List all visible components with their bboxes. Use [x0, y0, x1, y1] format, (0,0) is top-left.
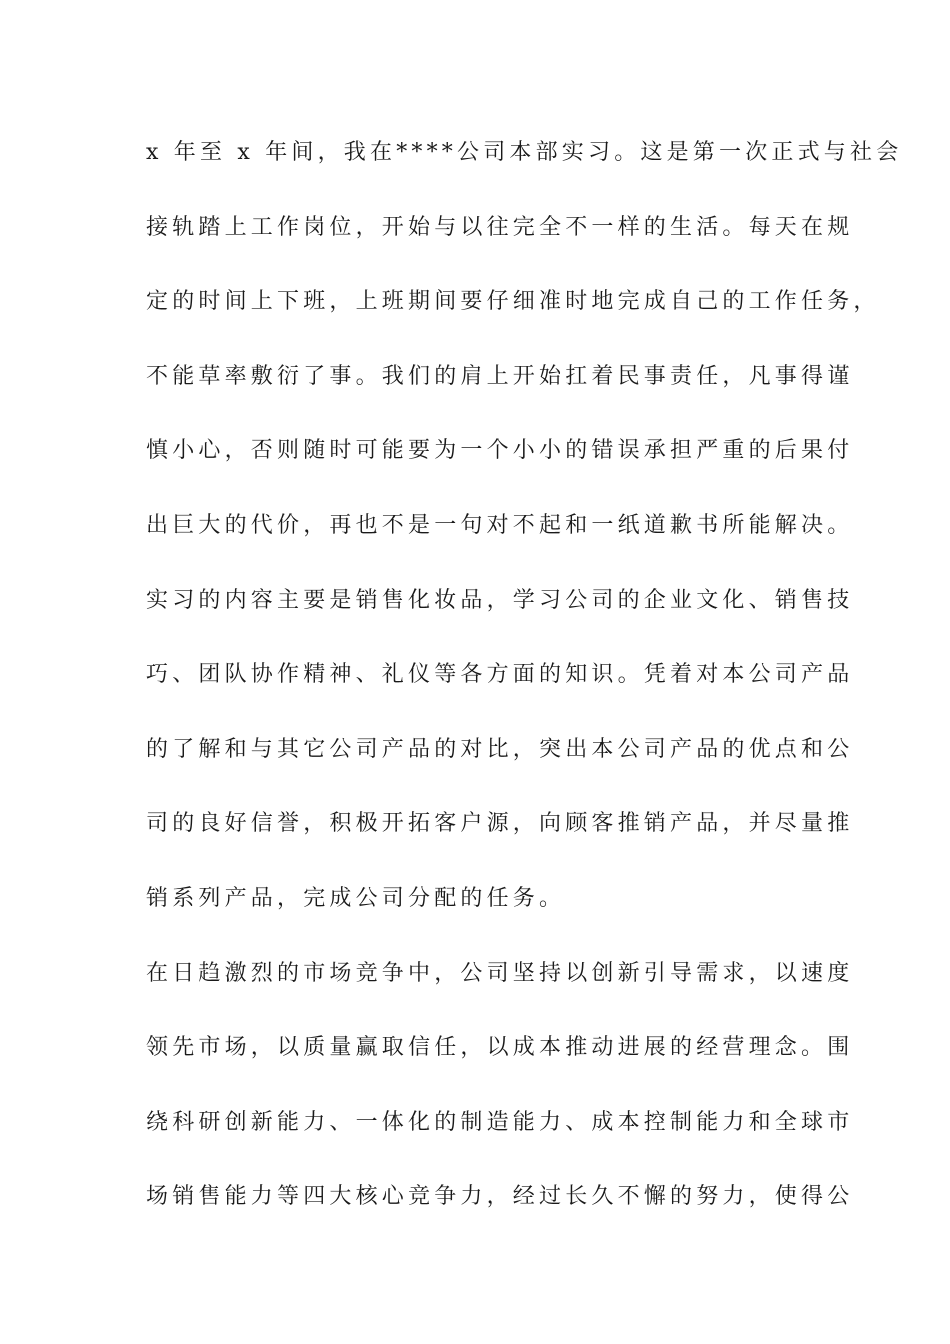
text-line-11: 销系列产品，完成公司分配的任务。 — [146, 885, 566, 911]
text-line-13: 领先市场，以质量赢取信任，以成本推动进展的经营理念。围 — [146, 1035, 854, 1061]
text-line-15: 场销售能力等四大核心竞争力，经过长久不懈的努力，使得公 — [146, 1184, 854, 1210]
text-line-10: 司的良好信誉，积极开拓客户源，向顾客推销产品，并尽量推 — [146, 811, 854, 837]
text-line-14: 绕科研创新能力、一体化的制造能力、成本控制能力和全球市 — [146, 1109, 854, 1135]
text-line-9: 的了解和与其它公司产品的对比，突出本公司产品的优点和公 — [146, 736, 854, 762]
document-body — [146, 133, 903, 1252]
text-line-8: 巧、团队协作精神、礼仪等各方面的知识。凭着对本公司产品 — [146, 662, 854, 688]
text-line-3: 定的时间上下班，上班期间要仔细准时地完成自己的工作任务， — [146, 289, 880, 315]
text-line-5: 慎小心，否则随时可能要为一个小小的错误承担严重的后果付 — [146, 438, 854, 464]
text-line-7: 实习的内容主要是销售化妆品，学习公司的企业文化、销售技 — [146, 587, 854, 613]
text-line-1: x 年至 x 年间，我在****公司本部实习。这是第一次正式与社会 — [146, 140, 903, 165]
text-line-12: 在日趋激烈的市场竞争中，公司坚持以创新引导需求，以速度 — [146, 960, 854, 986]
text-line-4: 不能草率敷衍了事。我们的肩上开始扛着民事责任，凡事得谨 — [146, 363, 854, 389]
text-line-2: 接轨踏上工作岗位，开始与以往完全不一样的生活。每天在规 — [146, 214, 854, 240]
text-line-6: 出巨大的代价，再也不是一句对不起和一纸道歉书所能解决。 — [146, 512, 854, 538]
